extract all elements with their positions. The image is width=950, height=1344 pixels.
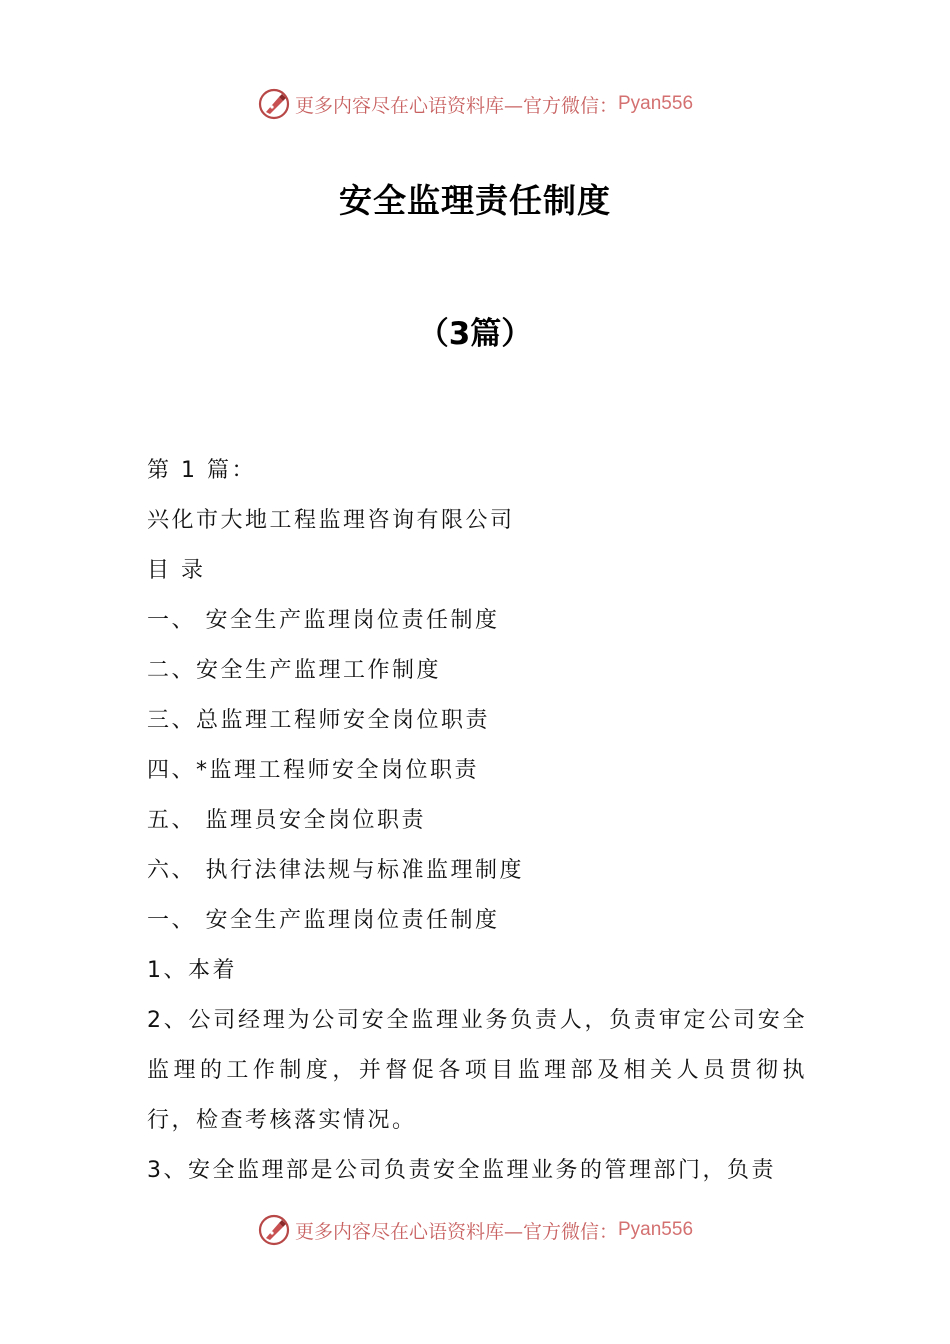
toc-heading: 目 录 [147, 558, 206, 583]
toc-item: 三、总监理工程师安全岗位职责 [147, 708, 491, 733]
toc-item: 一、 安全生产监理岗位责任制度 [147, 608, 500, 633]
document-body [147, 446, 807, 1196]
banner-wechat-id: Pyan556 [618, 1219, 694, 1240]
header-banner [0, 84, 950, 124]
article-label: 第 1 篇： [147, 458, 256, 483]
document-subtitle: （3篇） [417, 316, 533, 352]
paragraph: 3、安全监理部是公司负责安全监理业务的管理部门，负责 [147, 1158, 776, 1183]
banner-text: 更多内容尽在心语资料库—官方微信： [294, 94, 618, 117]
toc-item: 五、 监理员安全岗位职责 [147, 808, 426, 833]
pen-nib-seal-icon [257, 1213, 291, 1247]
banner-text: 更多内容尽在心语资料库—官方微信： [294, 1220, 618, 1243]
paragraph: 1、本着 [147, 958, 237, 983]
document-title: 安全监理责任制度 [339, 181, 611, 220]
company-name: 兴化市大地工程监理咨询有限公司 [147, 508, 515, 533]
section-heading: 一、 安全生产监理岗位责任制度 [147, 908, 500, 933]
toc-item: 六、 执行法律法规与标准监理制度 [147, 858, 524, 883]
banner-wechat-id: Pyan556 [618, 93, 694, 114]
footer-banner [0, 1210, 950, 1250]
toc-item: 二、安全生产监理工作制度 [147, 658, 442, 683]
paragraph: 2、公司经理为公司安全监理业务负责人，负责审定公司安全监理的工作制度，并督促各项目监理部及相关人员贯彻执行，检查考核落实情况。 [147, 1008, 807, 1133]
toc-item: 四、*监理工程师安全岗位职责 [147, 758, 480, 783]
pen-nib-seal-icon [257, 87, 291, 121]
